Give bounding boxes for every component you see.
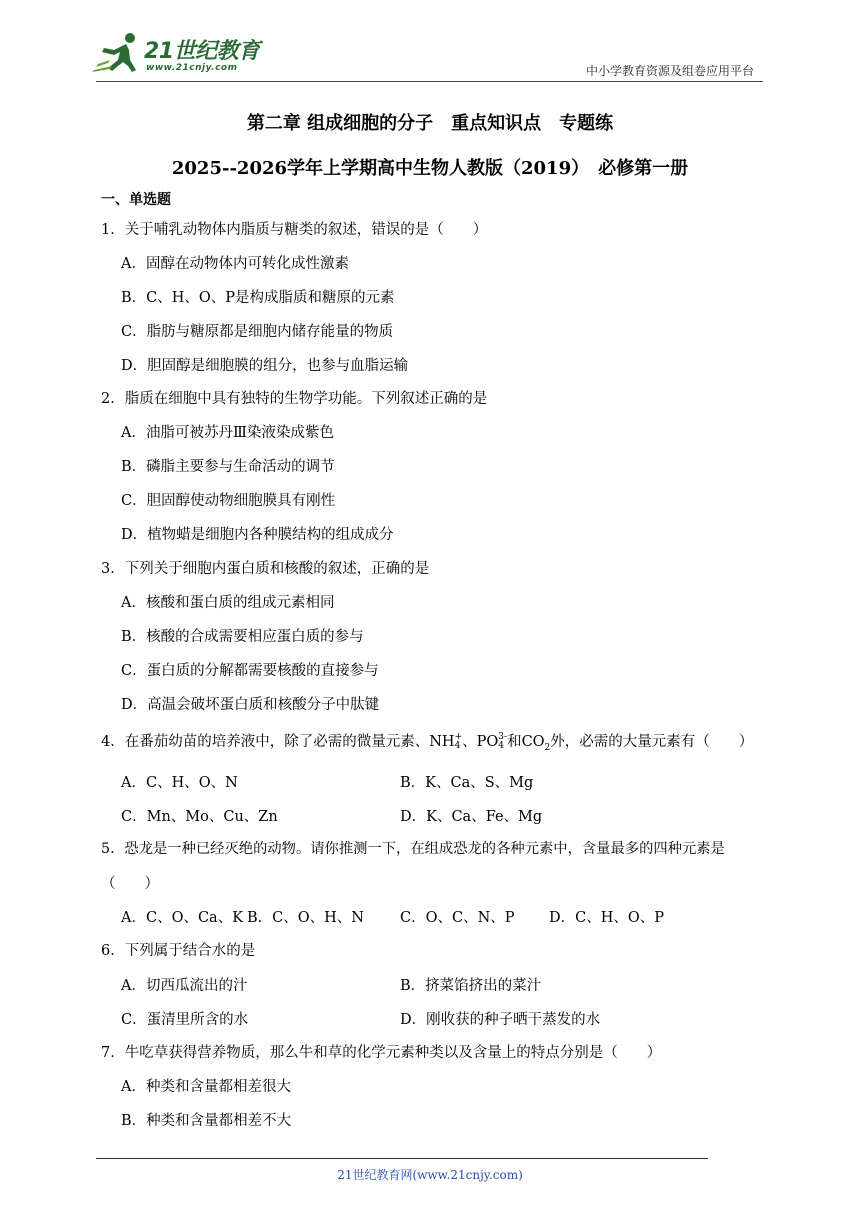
ammonium-charge: + <box>454 732 463 742</box>
question-3-option-a[interactable]: A．核酸和蛋白质的组成元素相同 <box>121 595 335 611</box>
question-6-option-d[interactable]: D．刚收获的种子晒干蒸发的水 <box>400 1012 601 1028</box>
question-7-option-a[interactable]: A．种类和含量都相差很大 <box>121 1079 291 1095</box>
header-divider <box>96 81 763 82</box>
question-2-option-b[interactable]: B．磷脂主要参与生命活动的调节 <box>121 459 335 475</box>
phosphate-charge: 3- <box>498 732 508 742</box>
question-6-option-b[interactable]: B．挤菜馅挤出的菜汁 <box>400 978 542 994</box>
question-4-stem-end: 外，必需的大量元素有（ ） <box>550 734 754 750</box>
question-3-stem: 3．下列关于细胞内蛋白质和核酸的叙述，正确的是 <box>101 561 430 577</box>
question-5-option-a[interactable]: A．C、O、Ca、K <box>121 910 244 926</box>
question-1-option-b[interactable]: B．C、H、O、P是构成脂质和糖原的元素 <box>121 290 395 306</box>
co2-formula <box>521 734 551 753</box>
runner-logo-icon <box>92 30 146 74</box>
question-1-option-c[interactable]: C．脂肪与糖原都是细胞内储存能量的物质 <box>121 324 394 340</box>
question-1-stem: 1．关于哺乳动物体内脂质与糖类的叙述，错误的是（ ） <box>101 222 488 238</box>
question-5-option-c[interactable]: C．O、C、N、P <box>400 910 515 926</box>
footer-divider <box>96 1158 708 1159</box>
question-2-option-d[interactable]: D．植物蜡是细胞内各种膜结构的组成成分 <box>121 527 394 543</box>
document-subtitle: 2025--2026学年上学期高中生物人教版（2019） 必修第一册 <box>171 158 689 179</box>
ammonium-subscript: 4 <box>454 741 461 751</box>
question-3-option-b[interactable]: B．核酸的合成需要相应蛋白质的参与 <box>121 629 364 645</box>
question-6-option-c[interactable]: C．蛋清里所含的水 <box>121 1012 249 1028</box>
question-5-option-d[interactable]: D．C、H、O、P <box>549 910 665 926</box>
question-6-stem: 6．下列属于结合水的是 <box>101 943 256 959</box>
platform-label: 中小学教育资源及组卷应用平台 <box>585 64 754 78</box>
footer-link[interactable]: 21世纪教育网(www.21cnjy.com) <box>337 1168 523 1182</box>
phosphate-base: PO <box>476 734 499 750</box>
ammonium-base: NH <box>429 734 455 750</box>
formula-separator: 、 <box>462 734 477 750</box>
question-5-option-b[interactable]: B．C、O、H、N <box>247 910 364 926</box>
question-7-option-b[interactable]: B．种类和含量都相差不大 <box>121 1113 292 1129</box>
logo-text: 21世纪教育 <box>144 39 260 64</box>
page-header <box>0 0 860 90</box>
question-2-option-a[interactable]: A．油脂可被苏丹Ⅲ染液染成紫色 <box>121 425 334 441</box>
document-title: 第二章 组成细胞的分子 重点知识点 专题练 <box>246 113 614 134</box>
section-heading: 一、单选题 <box>101 192 171 208</box>
phosphate-formula <box>477 734 507 750</box>
site-logo[interactable] <box>92 30 262 80</box>
question-4-stem-start: 4．在番茄幼苗的培养液中，除了必需的微量元素、 <box>101 734 430 750</box>
question-2-option-c[interactable]: C．胆固醇使动物细胞膜具有刚性 <box>121 493 336 509</box>
phosphate-subscript: 4 <box>498 741 505 751</box>
logo-url: www.21cnjy.com <box>146 63 238 73</box>
question-6-option-a[interactable]: A．切西瓜流出的汁 <box>121 978 248 994</box>
ammonium-formula <box>429 734 462 750</box>
question-1-option-a[interactable]: A．固醇在动物体内可转化成性激素 <box>121 256 349 272</box>
question-4-option-d[interactable]: D．K、Ca、Fe、Mg <box>400 809 543 825</box>
conjunction-text: 和 <box>507 734 522 750</box>
question-4-stem <box>101 730 753 753</box>
co2-base: CO <box>521 734 545 750</box>
question-4-option-b[interactable]: B．K、Ca、S、Mg <box>400 775 534 791</box>
question-3-option-c[interactable]: C．蛋白质的分解都需要核酸的直接参与 <box>121 663 379 679</box>
question-7-stem: 7．牛吃草获得营养物质，那么牛和草的化学元素种类以及含量上的特点分别是（ ） <box>101 1045 662 1061</box>
question-5-stem-cont: （ ） <box>101 876 159 892</box>
question-4-option-c[interactable]: C．Mn、Mo、Cu、Zn <box>121 809 278 825</box>
question-5-stem: 5．恐龙是一种已经灭绝的动物。请你推测一下，在组成恐龙的各种元素中，含量最多的四种元素是 <box>101 841 725 857</box>
question-4-option-a[interactable]: A．C、H、O、N <box>121 775 238 791</box>
question-2-stem: 2．脂质在细胞中具有独特的生物学功能。下列叙述正确的是 <box>101 391 488 407</box>
question-3-option-d[interactable]: D．高温会破坏蛋白质和核酸分子中肽键 <box>121 697 380 713</box>
question-1-option-d[interactable]: D．胆固醇是细胞膜的组分，也参与血脂运输 <box>121 358 409 374</box>
co2-subscript: 2 <box>544 742 551 753</box>
